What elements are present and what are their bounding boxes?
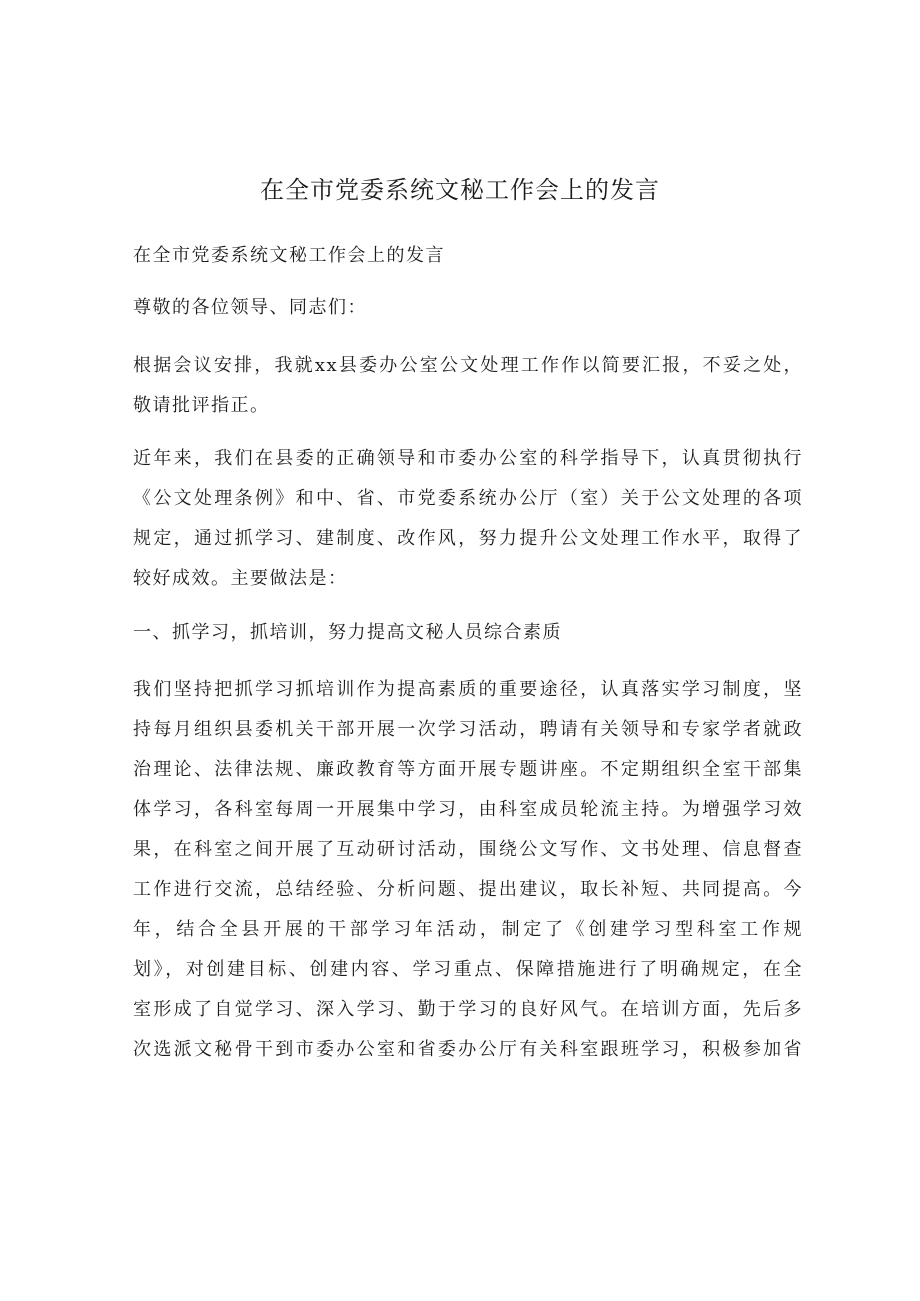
paragraph-line: 工作进行交流，总结经验、分析问题、提出建议，取长补短、共同提高。今 [133,879,803,900]
salutation [133,288,803,328]
paragraph-line: 年，结合全县开展的干部学习年活动，制定了《创建学习型科室工作规 [133,919,803,940]
section-heading [133,613,803,653]
section-body-paragraph [133,670,803,1070]
paragraph-line: 敬请批评指正。 [133,395,270,416]
paragraph-line: 近年来，我们在县委的正确领导和市委办公室的科学指导下，认真贯彻执行 [133,448,803,469]
paragraph-line: 较好成效。主要做法是： [133,568,348,589]
paragraph-line: 治理论、法律法规、廉政教育等方面开展专题讲座。不定期组织全室干部集 [133,759,803,780]
paragraph-line: 划》，对创建目标、创建内容、学习重点、保障措施进行了明确规定，在全 [133,959,803,980]
paragraph-line: 持每月组织县委机关干部开展一次学习活动，聘请有关领导和专家学者就政 [133,719,803,740]
paragraph-line: 根据会议安排，我就xx县委办公室公文处理工作作以简要汇报，不妥之处， [133,355,803,376]
paragraph-line: 我们坚持把抓学习抓培训作为提高素质的重要途径，认真落实学习制度，坚 [133,679,803,700]
paragraph-line: 《公文处理条例》和中、省、市党委系统办公厅（室）关于公文处理的各项 [133,488,803,509]
paragraph-line: 室形成了自觉学习、深入学习、勤于学习的良好风气。在培训方面，先后多 [133,999,803,1020]
paragraph-line: 果，在科室之间开展了互动研讨活动，围绕公文写作、文书处理、信息督查 [133,839,803,860]
overview-paragraph [133,439,803,599]
salutation-line: 尊敬的各位领导、同志们： [133,297,367,318]
section-heading-line: 一、抓学习，抓培训，努力提高文秘人员综合素质 [133,622,562,643]
document-title: 在全市党委系统文秘工作会上的发言 [260,176,660,204]
document-subtitle [133,236,803,276]
paragraph-line: 体学习，各科室每周一开展集中学习，由科室成员轮流主持。为增强学习效 [133,799,803,820]
subtitle-line: 在全市党委系统文秘工作会上的发言 [133,245,445,266]
paragraph-line: 次选派文秘骨干到市委办公室和省委办公厅有关科室跟班学习，积极参加省 [133,1039,803,1060]
paragraph-line: 规定，通过抓学习、建制度、改作风，努力提升公文处理工作水平，取得了 [133,528,803,549]
intro-paragraph [133,346,803,426]
